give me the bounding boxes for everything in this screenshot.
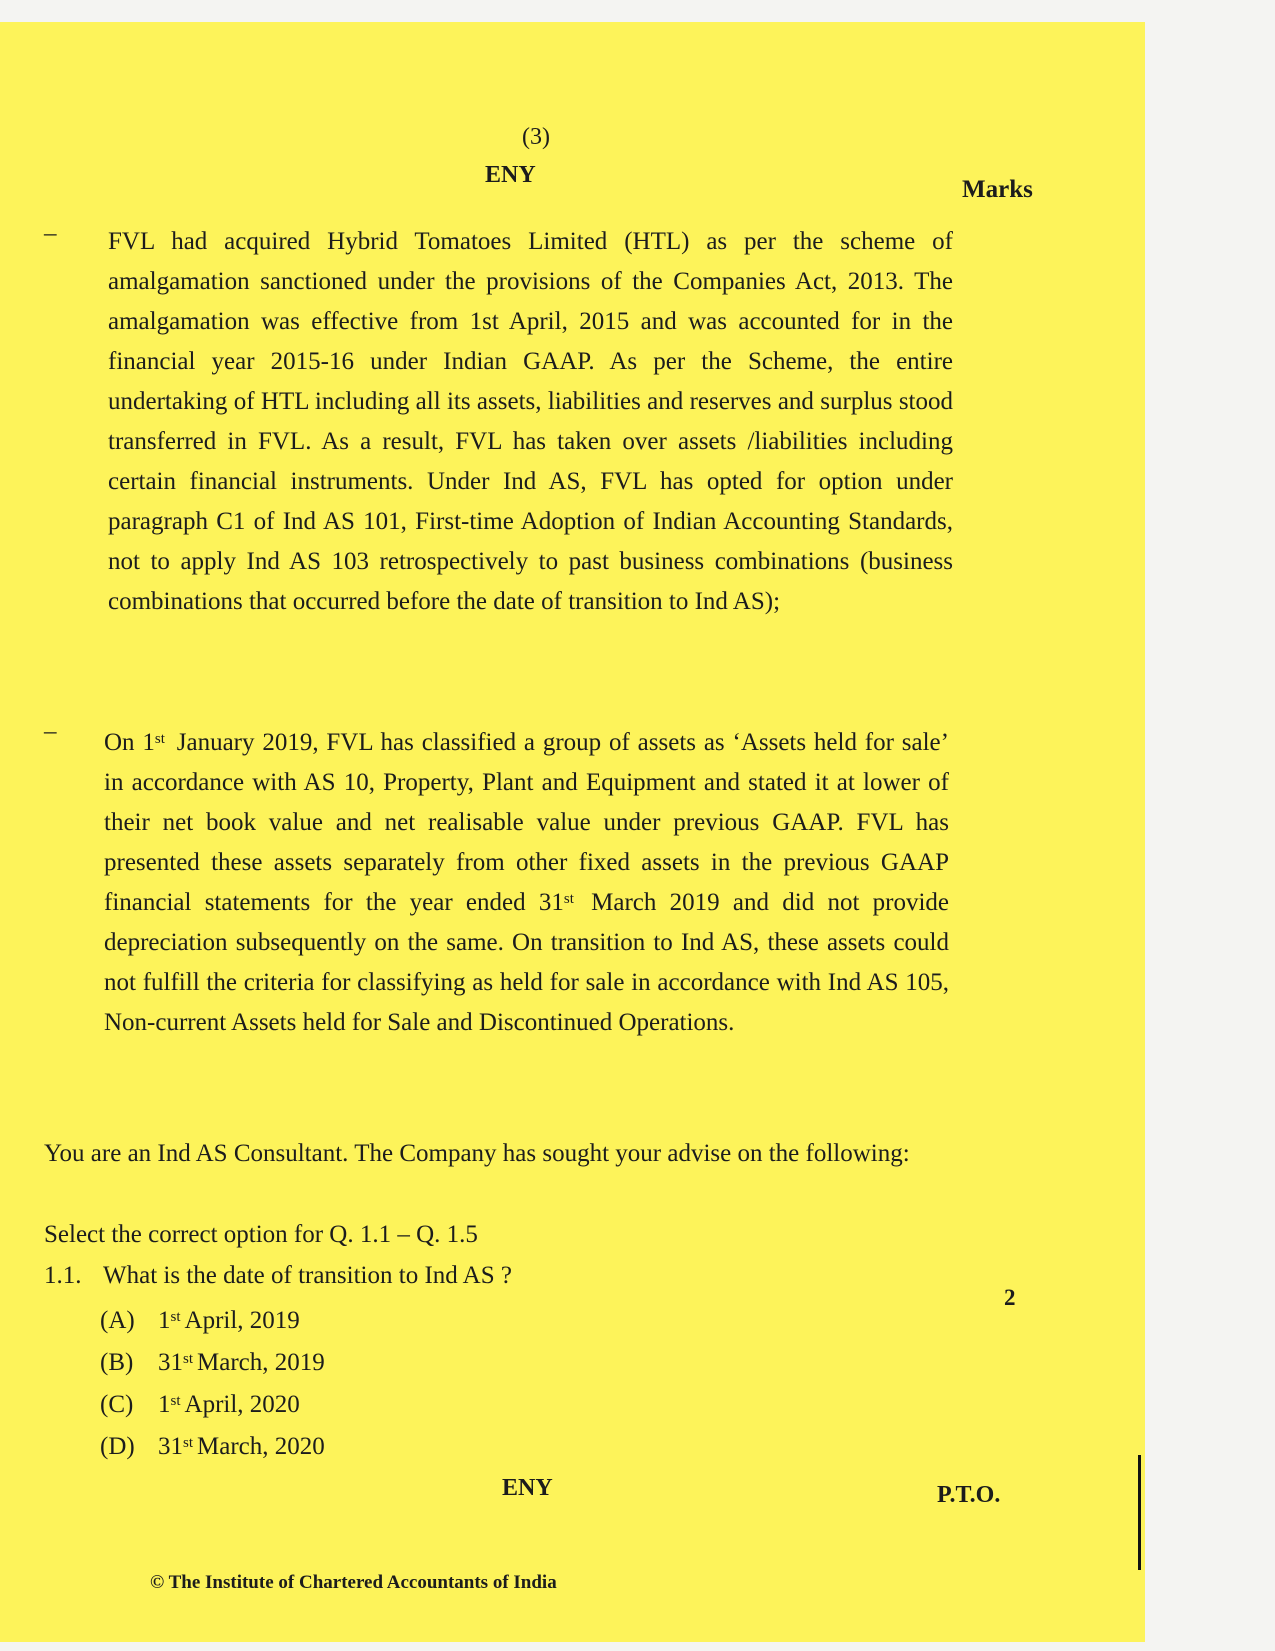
option-date-text: March, 2019 [197, 1349, 325, 1376]
copyright-notice: © The Institute of Chartered Accountants of India [150, 1572, 557, 1593]
option-d [100, 1426, 325, 1468]
ordinal-suffix: st [170, 1393, 181, 1409]
instruction-line: Select the correct option for Q. 1.1 – Q. 1.5 [44, 1221, 478, 1248]
text-segment: January 2019, FVL has classified a group of assets as ‘Assets held for sale’ in accordance with AS 10, Property, Plant and Equipment and stated it at lower of their net book value and net realisable value under previous GAAP. FVL has presented these assets separately from other fixed assets in the previous GAAP financial statements for the year ended 31 [104, 729, 949, 916]
marks-column-heading: Marks [962, 176, 1033, 203]
text-segment: March 2019 and did not provide depreciation subsequently on the same. On transition to Ind AS, these assets could not fulfill the criteria for classifying as held for sale in accordance with Ind AS 105, Non-current Assets held for Sale and Discontinued Operations. [104, 889, 950, 1036]
bullet-dash: – [44, 718, 57, 745]
option-day: 31 [158, 1433, 183, 1460]
option-label: (B) [100, 1349, 134, 1376]
paper-code-footer: ENY [502, 1475, 553, 1501]
option-day: 31 [158, 1349, 183, 1376]
option-label: (A) [100, 1307, 135, 1334]
ordinal-suffix: st [183, 1435, 194, 1451]
option-b [100, 1342, 325, 1384]
page-edge-mark [1138, 1455, 1141, 1570]
question-marks: 2 [1004, 1285, 1016, 1310]
option-c [100, 1384, 325, 1426]
question-1-1 [44, 1262, 512, 1290]
text-segment: On 1 [104, 729, 155, 756]
options-list [100, 1300, 325, 1468]
paragraph-assets-held-for-sale [104, 723, 949, 1043]
ordinal-suffix: st [154, 731, 165, 747]
question-number: 1.1. [44, 1262, 82, 1289]
option-a [100, 1300, 325, 1342]
ordinal-suffix: st [183, 1351, 194, 1367]
ordinal-suffix: st [170, 1309, 181, 1325]
option-day: 1 [158, 1391, 171, 1418]
consultant-intro: You are an Ind AS Consultant. The Company has sought your advise on the following: [44, 1140, 910, 1167]
option-label: (C) [100, 1391, 134, 1418]
option-label: (D) [100, 1433, 135, 1460]
option-date-text: April, 2020 [184, 1391, 300, 1418]
paragraph-amalgamation: FVL had acquired Hybrid Tomatoes Limited (HTL) as per the scheme of amalgamation sanctioned under the provisions of the Companies Act, 2013. The amalgamation was effective from 1st April, 2015 and was accounted for in the financial year 2015-16 under Indian GAAP. As per the Scheme, the entire undertaking of HTL including all its assets, liabilities and reserves and surplus stood transferred in FVL. As a result, FVL has taken over assets /liabilities including certain financial instruments. Under Ind AS, FVL has opted for option under paragraph C1 of Ind AS 101, First-time Adoption of Indian Accounting Standards, not to apply Ind AS 103 retrospectively to past business combinations (business combinations that occurred before the date of transition to Ind AS); [108, 228, 953, 615]
paper-code-header: ENY [485, 162, 536, 188]
please-turn-over: P.T.O. [937, 1482, 1001, 1508]
bullet-dash: – [44, 220, 57, 247]
ordinal-suffix: st [563, 891, 574, 907]
page-number: (3) [522, 124, 550, 150]
page-top-margin [0, 0, 1275, 22]
option-day: 1 [158, 1307, 171, 1334]
option-date-text: April, 2019 [184, 1307, 300, 1334]
question-text: What is the date of transition to Ind AS ? [103, 1262, 512, 1289]
option-date-text: March, 2020 [197, 1433, 325, 1460]
